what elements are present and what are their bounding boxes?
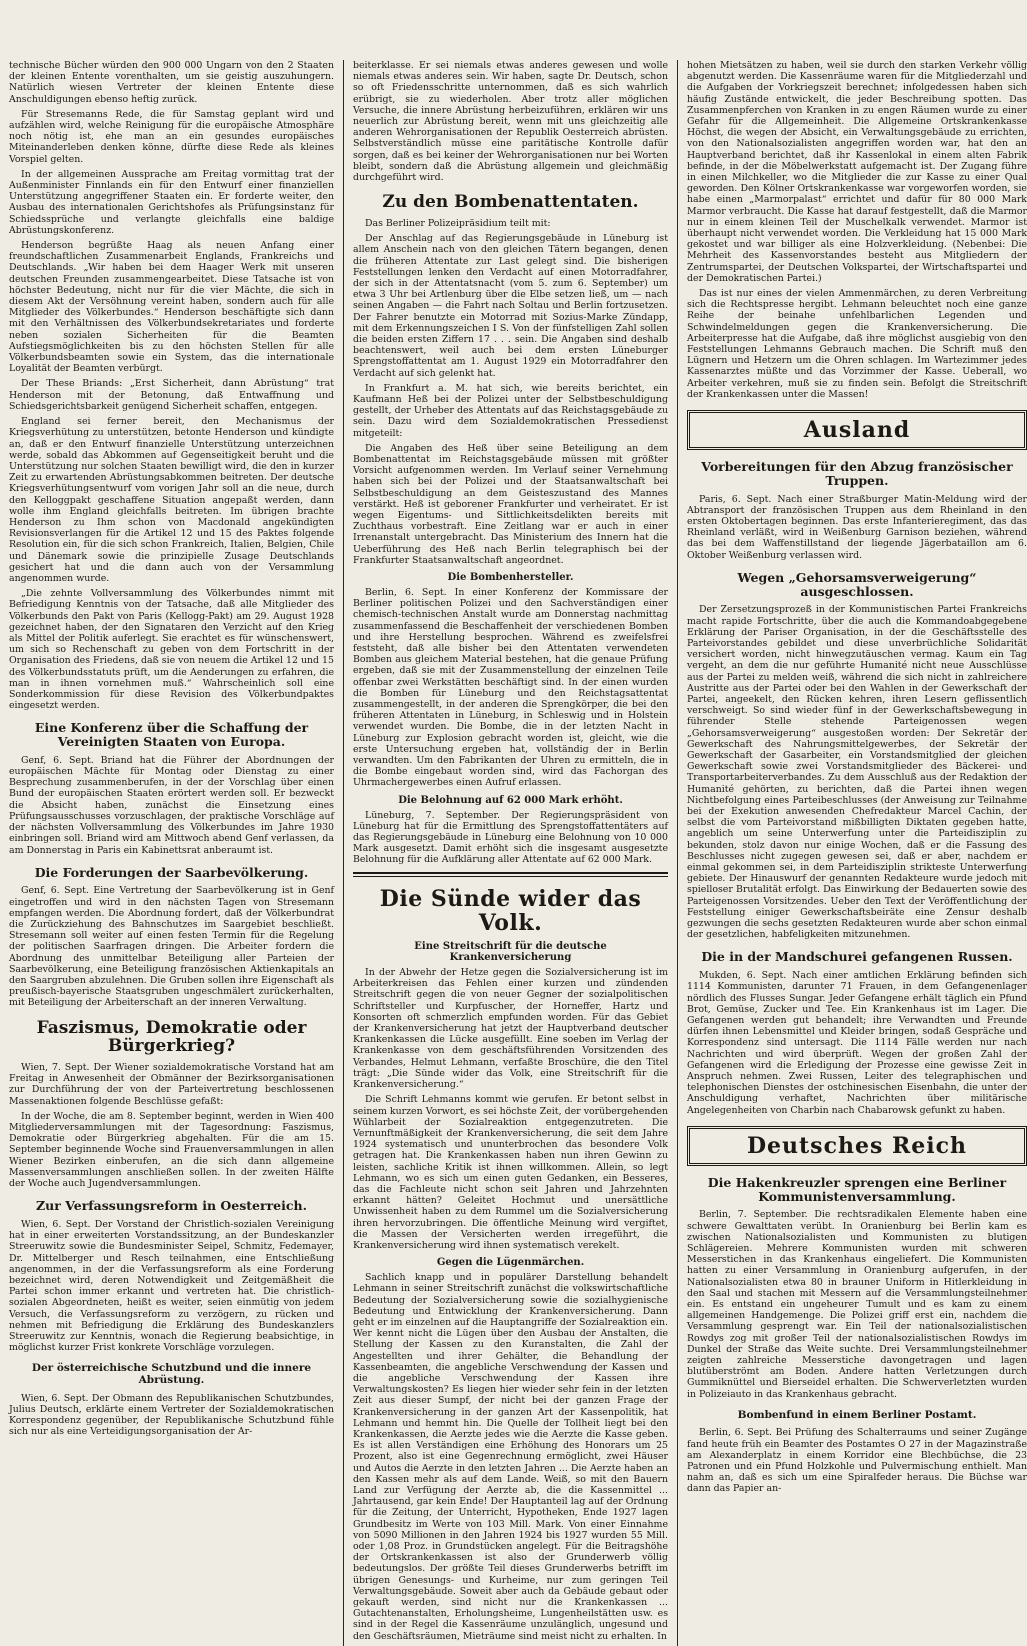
article-text: Genf, 6. Sept. Briand hat die Führer der Abordnungen der europäischen Mächte für Montag oder Dienstag zu einer Besprechung zusammenberufen, in der der Vorschlag über einen Bund der europäischen Staaten erörtert werden soll. Er bezweckt die Absicht haben, zunächst die Einsetzung eines Prüfungsausschusses vorzuschlagen, der praktische Vorschläge auf der nächsten Vollversammlung des Völkerbundes im Jahre 1930 einbringen soll. Briand wird am Mittwoch abend Genf verlassen, da am Donnerstag in Paris ein Kabinettsrat anberaumt ist. [9, 754, 334, 856]
article-text: Für Stresemanns Rede, die für Samstag geplant wird und aufzählen wird, welche Reinigung für die europäische Atmosphäre noch nötig ist, ehe man an ein gesundes europäisches Miteinanderleben denken könne, dürfte diese Rede als kleines Vorspiel gelten. [9, 108, 334, 165]
article-text: Der These Briands: „Erst Sicherheit, dann Abrüstung“ trat Henderson mit der Betonung, daß Entwaffnung und Schiedsgerichtsbarkeit genügend Sicherheit schaffen, entgegen. [9, 378, 334, 412]
headline-saar: Die Forderungen der Saarbevölkerung. [34, 864, 309, 880]
article-text: Wien, 6. Sept. Der Obmann des Republikanischen Schutzbundes, Julius Deutsch, erklärte einem Vertreter der Sozialdemokratischen Korrespondenz gegenüber, der Republikanische Schutzbund fühle sich nur als eine Verteidigungsorganisation der Ar- [9, 1392, 334, 1438]
section-header-deutsches-reich: Deutsches Reich [687, 1126, 1027, 1166]
headline-bomb-post-office: Bombenfund in einem Berliner Postamt. [737, 1408, 977, 1421]
headline-expelled: Wegen „Gehorsamsverweigerung“ ausgeschlossen. [737, 569, 977, 599]
subheadline-reward: Die Belohnung auf 62 000 Mark erhöht. [398, 794, 623, 806]
headline-europe-conference: Eine Konferenz über die Schaffung der Vereinigten Staaten von Europa. [34, 720, 309, 750]
article-text: technische Bücher würden den 900 000 Ungarn von den 2 Staaten der kleinen Entente vorenthalten, um sie geistig auszuhungern. Natürlich wiesen Vertreter der kleinen Entente diese Anschuldigungen ebenso heftig zurück. [9, 60, 334, 105]
article-text: Sachlich knapp und in populärer Darstellung behandelt Lehmann in seiner Streitschrift zunächst die volkswirtschaftliche Bedeutung der Sozialversicherung sowie die sozialhygienische Bedeutung und Entwicklung der Krankenversicherung. Dann geht er im einzelnen auf die Hauptangriffe der Sozialreaktion ein. Wer kennt nicht die Lügen über den Ausbau der Anstalten, die Stellung der Kassen zu den Kuranstalten, die Zahl der Angestellten und ihrer Gehälter, die Behandlung der Kassenbeamten, die angebliche Verschwendung der Kassen und die angebliche Verschwendung der Kassen ihre Verwaltungskosten? Es liegen hier wieder sehr fein in der letzten Zeit aus dieser Sumpf, der nicht bei der ganzen Frage der Krankenversicherung in der ganzen Art der Kassenpolitik, hat Lehmann und hemmt hin. Die Quelle der Tollheit liegt bei den Krankenkassen, die Aerzte jedes wie die Aerzte die Kasse geben. Es ist allen Verständigen eine Erhöhung des Honorars um 25 Prozent, also ist eine Gegenrechnung ermöglicht, zwei Häuser und Autos die Aerzte in den letzten Jahren ... Die Aerzte haben an den Kassen mehr als auf dem Lande. Weiß, so mit den Bauern Land zur Verfügung der Aerzte ab, die die Kassenmittel ... Jahrtausend, gar kein Ende! Der Hauptanteil lag auf der Ordnung für die Zeitung, der Unterricht, Hypotheken, Ende 1927 lagen Grundbesitz im Werte von 103 Mill. Mark. Von einer Einnahme von 5090 Millionen in den Jahren 1924 bis 1927 wurden 55 Mill. oder 1,08 Proz. in Grundstücken angelegt. Für die Beitragshöhe der Ortskrankenkassen ist also der Grunderwerb völlig bedeutungslos. Der größte Teil dieses Grunderwerbs betrifft im übrigen Genesungs- und Kurheime, nur zum geringen Teil Verwaltungsgebäude. Soweit aber auch da Gebäude gebaut oder gekauft werden, sind nicht nur die Krankenkassen ... Gutachtenanstalten, Erholungsheime, Lungenheilstätten usw. es sind in der Regel die Kassenräume unzulänglich, ungesund und den Geschäftsräumen, Mieträume sind meist nicht zu erhalten. In [353, 1272, 668, 1642]
article-text: Henderson begrüßte Haag als neuen Anfang einer freundschaftlichen Zusammenarbeit Englands, Frankreichs und Deutschlands. „Wir haben bei dem Haager Werk mit unseren deutschen Freunden zusammengearbeitet. Diese Tatsache ist von höchster Bedeutung, nicht nur für die vier Mächte, die sich in diesem Akt der Versöhnung vereint haben, sondern auch für alle Mitglieder des Völkerbundes.“ Henderson beschäftigte sich dann mit den Verhältnissen des Völkerbundsekretariates und forderte neben sozialen Sicherheiten für die Beamten Aufstiegsmöglichkeiten bis zu den höchsten Stellen für alle Völkerbundsbeamten sowie ein System, das die internationale Loyalität der Beamten verbürgt. [9, 240, 334, 375]
article-text: Mukden, 6. Sept. Nach einer amtlichen Erklärung befinden sich 1114 Kommunisten, darunter 71 Frauen, in dem Gefangenenlager nördlich des Flusses Sungar. Jeder Gefangene erhält täglich ein Pfund Brot, Gemüse, Zucker und Tee. Ein Krankenhaus ist im Lager. Die Gefangenen werden gut behandelt; ihre Verwandten und Freunde dürfen ihnen Lebensmittel und Kleider bringen, sodaß Gespräche und Korrespondenz sind untersagt. Die 1114 Fälle werden nur nach Nachrichten und wird überprüft. Wegen der großen Zahl der Gefangenen wird die Erledigung der Prozesse eine gewisse Zeit in Anspruch nehmen. Zwei Russen, Leiter des telegraphischen und telephonischen Dienstes der ostchinesischen Eisenbahn, die unter der Anschuldigung verhaftet, Nachrichten über militärische Angelegenheiten von Charbin nach Chabarowsk gefunkt zu haben. [687, 970, 1027, 1116]
column-divider [677, 60, 678, 1646]
article-text: Berlin, 6. Sept. Bei Prüfung des Schalterraums und seiner Zugänge fand heute früh ein Beamter des Postamtes O 27 in der Magazinstraße am Alexanderplatz in einem Korridor eine Blechbüchse, die 23 Patronen und ein Pfund Holzkohle und Pulvermischung enthielt. Man nahm an, daß es sich um eine Spiralfeder heraus. Die Büchse war dann das Papier an- [687, 1427, 1027, 1495]
article-text: In der allgemeinen Aussprache am Freitag vormittag trat der Außenminister Finnlands ein für den Entwurf einer finanziellen Unterstützung angegriffener Staaten ein. Er forderte weiter, den Ausbau des internationalen Gerichtshofes als Prüfungsinstanz für Schiedssprüche und verlangte gleichfalls eine baldige Abrüstungskonferenz. [9, 168, 334, 236]
article-text: Das Berliner Polizeipräsidium teilt mit: [365, 217, 551, 229]
article-text: Der Anschlag auf das Regierungsgebäude in Lüneburg ist allem Anschein nach von den gleichen Tätern begangen, denen die früheren Attentate zur Last gelegt sind. Die bisherigen Feststellungen lenken den Verdacht auf einen Motorradfahrer, der sich in der Attentatsnacht (vom 5. zum 6. September) um etwa 3 Uhr bei Artlenburg über die Elbe setzen ließ, um — nach seinen Angaben — die Fahrt nach Soltau und Berlin fortzusetzen. Der Fahrer benutzte ein Motorrad mit Sozius-Marke Zündapp, mit dem Erkennungszeichen I S. Von der fünfstelligen Zahl sollen die beiden ersten Ziffern 17 . . . sein. Die Angaben sind deshalb beachtenswert, weil auch bei dem ersten Lüneburger Sprengstoffattentat am 1. August 1929 ein Motorradfahrer den Verdacht auf sich gelenkt hat. [353, 233, 668, 379]
headline-constitution-reform: Zur Verfassungsreform in Oesterreich. [36, 1198, 307, 1214]
article-text: Genf, 6. Sept. Eine Vertretung der Saarbevölkerung ist in Genf eingetroffen und wird in den nächsten Tagen von Stresemann empfangen werden. Die Abordnung fordert, daß der Völkerbundrat die Zurückziehung des Bahnschutzes im Saargebiet beschließt. Stresemann soll weiter auf einen festen Termin für die Regelung der politischen Saarfragen dringen. Die Arbeiter fordern die Abordnung des unmittelbar Beteiligung aller Parteien der Saarbevölkerung, eine Beteiligung französischen Aktienkapitals an den Saargruben abzulehnen. Die Gruben sollen ihre Eigenschaft als preußisch-bayerische Staatsgruben ungeschmälert zurückerhalten, mit Beteiligung der Arbeiterschaft an der inneren Verwaltung. [9, 885, 334, 1009]
headline-bomb-attacks: Zu den Bombenattentaten. [382, 192, 639, 213]
headline-fascism: Faszismus, Demokratie oder Bürgerkrieg? [36, 1017, 307, 1057]
article-text: Berlin, 6. Sept. In einer Konferenz der Kommissare der Berliner politischen Polizei und den Sachverständigen einer chemisch-technischen Anstalt wurde am Donnerstag nachmittag zusammenfassend die Beschaffenheit der verschiedenen Bomben und ihre Herstellung besprochen. Während es zweifelsfrei feststeht, daß alle bisher bei den Attentaten verwendeten Bomben aus gleichem Material bestehen, hat die genaue Prüfung ergeben, daß sie mit der Zusammenstellung der einzelnen Teile offenbar zwei Werkstätten beschäftigt sind. In der einen wurden die Bomben für Lüneburg und den Reichstagsattentat zusammengestellt, in der anderen die Sprengkörper, die bei den früheren Attentaten in Lüneburg, in Schleswig und in Holstein verwendet wurden. Die Bombe, die in der letzten Nacht in Lüneburg zur Explosion gebracht worden ist, gleicht, wie die erste Untersuchung ergeben hat, vollständig der in Berlin verwandten. Um den Fabrikanten der Uhren zu ermitteln, die in die Bombe eingebaut worden sind, wird das Fachorgan des Uhrmachergewerbes einen Aufruf erlassen. [353, 587, 668, 789]
article-text: Paris, 6. Sept. Nach einer Straßburger Matin-Meldung wird der Abtransport der französischen Truppen aus dem Rheinland in den ersten Oktobertagen beginnen. Das erste Infanterieregiment, das das Rheinland verläßt, wird in Weißenburg Garnison beziehen, während das bei dem Waffenstillstand der liegende Jägerbataillon am 6. Oktober Weißenburg verlassen wird. [687, 493, 1027, 561]
article-text: „Die zehnte Vollversammlung des Völkerbundes nimmt mit Befriedigung Kenntnis von der Tatsache, daß alle Mitglieder des Völkerbunds den Pakt von Paris (Kellogg-Pakt) am 29. August 1928 gezeichnet haben, der den Signataren den Verzicht auf den Krieg als Mittel der Politik auferlegt. Sie erachtet es für wünschenswert, um sich so Rechenschaft zu geben von dem Fortschritt in der Organisation des Friedens, daß sie von neuem die Artikel 12 und 15 des Völkerbundsstatuts prüft, um die Aenderungen zu erfahren, die man in ihnen vornehmen muß.“ Wahrscheinlich soll eine Sonderkommission für diese Revision des Völkerbundpaktes eingesetzt werden. [9, 588, 334, 712]
section-rule [353, 872, 668, 877]
article-text: Lüneburg, 7. September. Der Regierungspräsident von Lüneburg hat für die Ermittlung des Sprengstoffattentäters auf das Regierungsgebäude in Lüneburg eine Belohnung von 10 000 Mark ausgesetzt. Damit erhöht sich die insgesamt ausgesetzte Belohnung für die Aufklärung aller Attentate auf 62 000 Mark. [353, 809, 668, 866]
subheadline-pamphlet: Eine Streitschrift für die deutsche Krankenversicherung [414, 941, 607, 964]
article-text: Wien, 7. Sept. Der Wiener sozialdemokratische Vorstand hat am Freitag in Anwesenheit der Obmänner der Bezirksorganisationen zur Durchführung der von der Parteivertretung beschlossenen Massenaktionen folgende Beschlüsse gefaßt: [9, 1062, 334, 1107]
article-text: In Frankfurt a. M. hat sich, wie bereits berichtet, ein Kaufmann Heß bei der Polizei unter der Selbstbeschuldigung gestellt, der Urheber des Attentats auf das Reichstagsgebäude zu sein. Dazu wird dem Sozialdemokratischen Pressedienst mitgeteilt: [353, 382, 668, 439]
article-text: In der Woche, die am 8. September beginnt, werden in Wien 400 Mitgliederversammlungen mit der Tagesordnung: Faszismus, Demokratie oder Bürgerkrieg abgehalten. Für die am 15. September beginnende Woche sind Frauenversammlungen in allen Wiener Bezirken einberufen, an die sich dann allgemeine Massenversammlungen anschließen sollen. In der zweiten Hälfte der Woche auch Jugendversammlungen. [9, 1110, 334, 1190]
article-text: Die Angaben des Heß über seine Beteiligung an dem Bombenattentat im Reichstagsgebäude müssen mit größter Vorsicht aufgenommen werden. Im Verlauf seiner Vernehmung haben sich bei der Polizei und der Staatsanwaltschaft bei Selbstbeschuldigung an dem Geisteszustand des Mannes verstärkt. Heß ist geborener Frankfurter und verheiratet. Er ist wegen Eigentums- und Sittlichkeitsdelikten bereits mit Zuchthaus vorbestraft. Eine Zeitlang war er auch in einer Irrenanstalt untergebracht. Das Ministerium des Innern hat die Ueberführung des Heß nach Berlin telegraphisch bei der Frankfurter Staatsanwaltschaft angeordnet. [353, 442, 668, 566]
headline-sin-against-people: Die Sünde wider das Volk. [379, 885, 642, 936]
article-text: Der Zersetzungsprozeß in der Kommunistischen Partei Frankreichs macht rapide Fortschritte, über die auch die Kommandoabgegebene Erklärung der Pariser Organisation, in der die Geschäftsstelle des Parteivorstandes gebildet und diese unverbrüchliche Solidarität versichert worden, nicht hinwegzutäuschen vermag. Kaum ein Tag vergeht, an dem die nur geführte Humanité nicht neue Ausschlüsse aus der Partei zu melden weiß, während die sich nicht in zahlreichere Austritte aus der Partei oder bei den Wahlen in der Gewerkschaft der Partei, angeekelt, den Rücken kehren, ihren Lesern geflissentlich verschweigt. So sind wieder fünf in der Gewerkschaftsbewegung in führender Stelle stehende Parteigenossen wegen „Gehorsamsverweigerung“ ausgestoßen worden: Der Sekretär der Gewerkschaft des Nahrungsmittelgewerbes, der Sekretär der Gewerkschaft der Gasarbeiter, ein Vorstandsmitglied der gleichen Gewerkschaft sowie zwei Vorstandsmitglieder des Bäckerei- und Transportarbeiterverbandes. Zu dem Ausschluß aus der Redaktion der Humanité gehörten, zu berichten, daß die Partei ihnen wegen Nichtbefolgung eines Parteibeschlusses (der Anweisung zur Teilnahme bei der Exekution anwesenden Chefredakteur Marcel Cachin, der selbst die vom Parteivorstand mißbilligten Diktaten gegeben hatte, angeblich um seine Unterwerfung unter die Parteidisziplin zu bekunden, stolz davon nur einige Wochen, daß er die Fassung des Beschlusses nicht zugegen gewesen sei, daß er aber, nachdem er einmal gekommen sei, in dem Parteidisziplin strikteste Unterwerfung gebiete. Der Hinauswurf der genannten Redakteure wurde jedoch mit spielloser Brutalität erfolgt. Das Einwirkung der Bedauerten sowie des Parteigenossen Vorsitzendes. Ueber den Text der Veröffentlichung der Feststellung einiger Gewerkschaftsbeiräte eine Zensur deshalb gezwungen die sechs gesetzten Redakteuren wurde aber schon einmal der gesetzlichen, habfeligkeiten mitzunehmen. [687, 604, 1027, 941]
article-text: Wien, 6. Sept. Der Vorstand der Christlich-sozialen Vereinigung hat in einer erweiterten Vorstandssitzung, an der Bundeskanzler Streeruwitz sowie die Bundesminister Seipel, Schmitz, Fedemayer, Dr. Mittelberger und Resch teilnahmen, eine Entschließung angenommen, in der die Verfassungsreform als eine Forderung bezeichnet wird, deren Notwendigkeit und Zeitgemäßheit die Partei schon immer erkannt und vertreten hat. Die christlich-sozialen Abgeordneten, heißt es weiter, seien einmütig von jedem Versuch, die Verfassungsreform zu verzögern, zu rücken und nehmen mit Befriedigung die Erklärung des Bundeskanzlers Streeruwitz zur Kenntnis, wonach die Regierung beabsichtige, in möglichst kurzer Frist konkrete Vorschläge vorzulegen. [9, 1219, 334, 1354]
headline-hakenkreuzler: Die Hakenkreuzler sprengen eine Berliner Kommunistenversammlung. [707, 1174, 1007, 1204]
article-text: England sei ferner bereit, den Mechanismus der Kriegsverhütung zu unterstützen, betonte Henderson und kündigte an, daß er den Entwurf finanzielle Unterstützung unterzeichnen werde, sobald das Abkommen auf Gegenseitigkeit beruht und die Unterstützung nur solchen Staaten bewilligt wird, die den in kurzer Zeit zu erwartenden Abrüstungsabkommen beitreten. Der deutsche Kriegsverhütungsentwurf vom vorigen Jahr soll an die neue, durch den Kelloggpakt geschaffene Situation angepaßt werden, dann wolle ihm England gleichfalls beitreten. Im übrigen brachte Henderson zu Ihm schon von Macdonald angekündigten Revisionsverlangen für die Artikel 12 und 15 des Paktes folgende Resolution ein, für die sich schon Frankreich, Italien, Belgien, Chile und Dänemark sowie die prinzipielle Zusage Deutschlands gesichert hat und die dann auch von der Versammlung angenommen wurde. [9, 416, 334, 584]
article-text: Die Schrift Lehmanns kommt wie gerufen. Er betont selbst in seinem kurzen Vorwort, es sei höchste Zeit, der vorübergehenden Wühlarbeit der Sozialreaktion entgegenzutreten. Die Vernunftmäßigkeit der Krankenversicherung, die seit dem Jahre 1924 systematisch und ununterbrochen das besondere Volk getragen hat. Die Krankenkassen haben nun ihren Gewinn zu leisten, sachliche Kritik ist ihnen willkommen. Allein, so legt Lehmann, wo es sich um einen guten Gedanken, ein Besseres, das die Fachleute nicht schon seit Jahren und Jahrzehnten erkannt hätten? Geleitet Hochmut und unersättliche Unwissenheit haben zu dem Rummel um die Sozialversicherung ihren hervorzubringen. Die öffentliche Meinung wird vergiftet, die Massen der Versicherten werden irregeführt, die Krankenversicherung wird ihnen systematisch verekelt. [353, 1094, 668, 1251]
column-divider [343, 60, 344, 1646]
column-left [9, 60, 334, 1646]
headline-french-troops: Vorbereitungen für den Abzug französischer Truppen. [701, 459, 1013, 488]
article-text: Berlin, 7. September. Die rechtsradikalen Elemente haben eine schwere Gewalttaten verübt. In Oranienburg bei Berlin kam es zwischen Nationalsozialisten und Kommunisten zu blutigen Schlägereien. Mehrere Kommunisten wurden mit schweren Messerstichen in das Krankenhaus eingeliefert. Die Kommunisten hatten zu einer Versammlung in Oranienburg aufgerufen, in der Nationalsozialisten etwa 80 in brauner Uniform in Hitlerkleidung in den Saal und stachen mit Messern auf die Versammlungsteilnehmer ein. Es entstand ein ungeheurer Tumult und es kam zu einem allgemeinen Handgemenge. Die Polizei griff erst ein, nachdem die Versammlung gesprengt war. Ein Teil der nationalsozialistischen Rowdys zog mit großer Teil der nationalsozialistischen Rowdys im Dunkel der Straße das Weite suchte. Drei Versammlungsteilnehmer zeigten zahlreiche Messerstiche davongetragen und lagen blutüberströmt am Boden. Andere hatten Verletzungen durch Gummiknüttel und Bierseidel erhalten. Die Schwerverletzten wurden in Polizeiauto in das Krankenhaus gebracht. [687, 1209, 1027, 1400]
article-text: Das ist nur eines der vielen Ammenmärchen, zu deren Verbreitung sich die Rechtspresse hergibt. Lehmann beleuchtet noch eine ganze Reihe der beinahe unfehlbarlichen Legenden und Schwindelmeldungen gegen die Krankenversicherung. Die Arbeiterpresse hat die Aufgabe, daß ihre möglichst ausgiebig von den Feststellungen Lehmanns Gebrauch machen. Die Schrift muß den Lügnern und Hetzern um die Ohren schlagen. Im Wartezimmer jedes Kassenarztes müßte und das Vorzimmer der Kasse. Ueberall, wo Arbeiter verkehren, muß sie zu finden sein. Befolgt die Streitschrift der Krankenkassen unter die Massen! [687, 288, 1027, 400]
subheadline-lies: Gegen die Lügenmärchen. [436, 1257, 585, 1269]
article-text: hohen Mietsätzen zu haben, weil sie durch den starken Verkehr völlig abgenutzt werden. Die Kassenräume waren für die Mitgliederzahl und die Aufgaben der Vorkriegszeit berechnet; infolgedessen haben sich häufig Zustände entwickelt, die jeder Beschreibung spotten. Das Zusammenpferchen von Kranken in zu engen Räumen wurde zu einer Gefahr für die Allgemeinheit. Die Allgemeine Ortskrankenkasse Höchst, die wegen der Absicht, ein Verwaltungsgebäude zu errichten, von den Nationalsozialisten angegriffen worden war, hat den an Hauptverband berichtet, daß ihr Kassenlokal in einem alten Fabrik befinde, in der die Möbelwerkstatt aufgemacht ist. Der Zugang führe in einen Milchkeller, wo die Mitglieder die zur Kasse zu einer Qual geworden. Den Kölner Ortskrankenkasse war vorgeworfen worden, sie habe einen „Marmorpalast“ errichtet und dafür für 80 000 Mark Marmor verbraucht. Die Kasse hat darauf festgestellt, daß die Marmor nur in einem kleinen Teil der Muschelkalk verwendet. Marmor ist überhaupt nicht verwendet worden. Die Verkleidung hat 15 000 Mark gekostet und war billiger als eine Holzverkleidung. (Nebenbei: Die Mehrheit des Kassenvorstandes besteht aus Mitgliedern der Zentrumspartei, der Deutschen Volkspartei, der Wirtschaftspartei und der Demokratischen Partei.) [687, 60, 1027, 284]
subheadline-bomb-makers: Die Bombenhersteller. [447, 572, 574, 584]
article-text: In der Abwehr der Hetze gegen die Sozialversicherung ist im Arbeiterkreisen das Fehlen einer kurzen und zündenden Streitschrift gegen die von neuer Gegner der sozialpolitischen Schriftsteller und Kurpfuscher, der Horneffer, Hartz und Konsorten oft schmerzlich empfunden worden. Für das Gebiet der Krankenversicherung hat jetzt der Hauptverband deutscher Krankenkassen die Lücke ausgefüllt. Eine soeben im Verlag der Krankenkasse von dem geschäftsführenden Vorsitzenden des Verbandes, Helmut Lehmann, verfaßte Broschüre, die den Titel trägt: „Die Sünde wider das Volk, eine Streitschrift für die Krankenversicherung.“ [353, 967, 668, 1091]
column-right [687, 60, 1027, 1646]
headline-schutzbund: Der österreichische Schutzbund und die innere Abrüstung. [31, 1362, 312, 1387]
article-text: beiterklasse. Er sei niemals etwas anderes gewesen und wolle niemals etwas anderes sein. Wir haben, sagte Dr. Deutsch, schon so oft Friedensschritte unternommen, daß es sich wahrlich erübrigt, sie zu wiederholen. Aber trotz aller möglichen Versuche, die innere Abrüstung herbeizuführen, erklären wir uns neuerlich zur Abrüstung bereit, wenn mit uns gleichzeitig alle anderen Wehrorganisationen der Republik Oesterreich abrüsten. Selbstverständlich müsse eine paritätische Kontrolle dafür sorgen, daß es bei keiner der Wehrorganisationen nur bei Worten bleibt, sondern daß die Abrüstung allgemein und gleichmäßig durchgeführt wird. [353, 60, 668, 184]
column-middle [353, 60, 668, 1646]
headline-manchuria: Die in der Mandschurei gefangenen Russen. [701, 949, 1013, 965]
section-header-ausland: Ausland [687, 410, 1027, 450]
